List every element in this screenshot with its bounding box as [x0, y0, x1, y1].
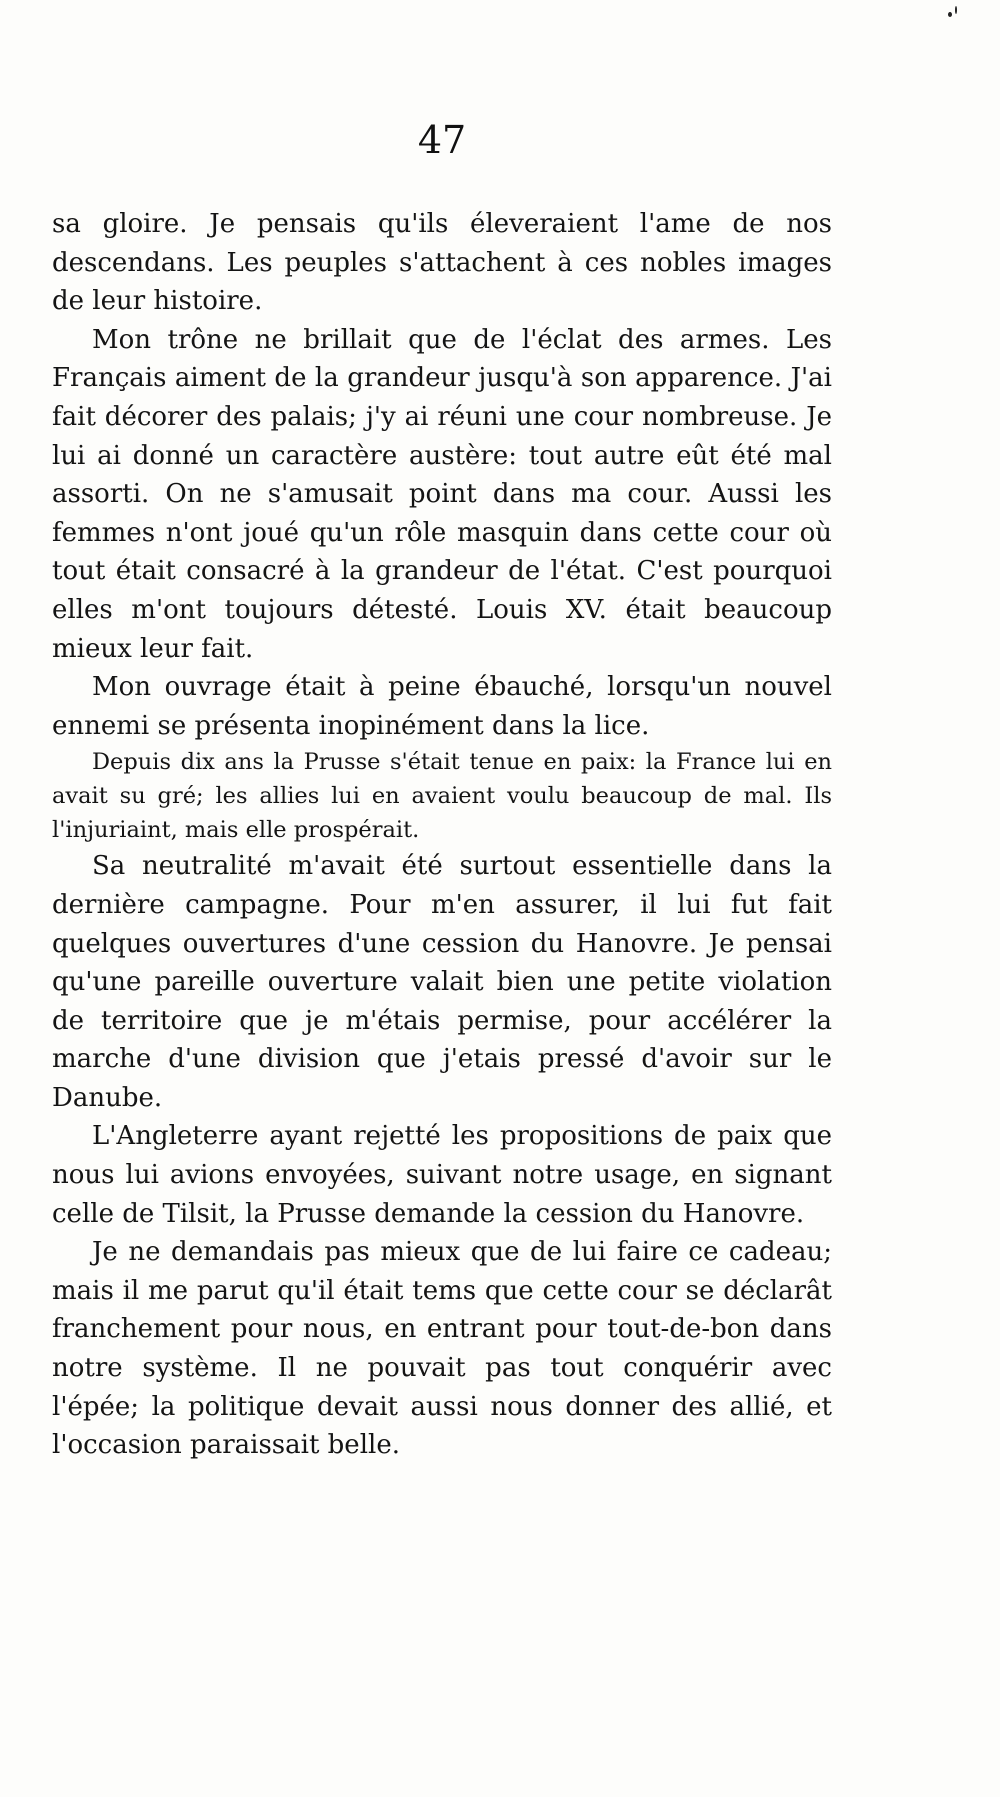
paragraph: Mon trône ne brillait que de l'éclat des armes. Les Français aiment de la grandeur jusqu'à son apparence. J'ai fait décorer des palais; j'y ai réuni une cour nombreuse. Je lui ai donné un caractère austère: tout autre eût été mal assorti. On ne s'amusait point dans ma cour. Aussi les femmes n'ont joué qu'un rôle masquin dans cette cour où tout était consacré à la grandeur de l'état. C'est pourquoi elles m'ont toujours détesté. Louis XV. était beaucoup mieux leur fait.	[52, 324, 832, 664]
body-text	[52, 205, 832, 1465]
paragraph: L'Angleterre ayant rejetté les propositions de paix que nous lui avions envoyées, suivant notre usage, en signant celle de Tilsit, la Prusse demande la cession du Hanovre.	[52, 1121, 832, 1229]
paragraph: Depuis dix ans la Prusse s'était tenue en paix: la France lui en avait su gré; les allies lui en avaient voulu beaucoup de mal. Ils l'injuriaint, mais elle prospérait.	[52, 749, 832, 844]
page-number: 47	[417, 118, 467, 162]
paragraph: Mon ouvrage était à peine ébauché, lorsqu'un nouvel ennemi se présenta inopinément dans la lice.	[52, 672, 832, 741]
paragraph: Je ne demandais pas mieux que de lui faire ce cadeau; mais il me parut qu'il était tems que cette cour se déclarât franchement pour nous, en entrant pour tout-de-bon dans notre système. Il ne pouvait pas tout conquérir avec l'épée; la politique devait aussi nous donner des allié, et l'occasion paraissait belle.	[52, 1237, 832, 1461]
paragraph: Sa neutralité m'avait été surtout essentielle dans la dernière campagne. Pour m'en assurer, il lui fut fait quelques ouvertures d'une cession du Hanovre. Je pensai qu'une pareille ouverture valait bien une petite violation de territoire que je m'étais permise, pour accélérer la marche d'une division que j'etais pressé d'avoir sur le Danube.	[52, 851, 832, 1113]
ink-speck	[948, 12, 952, 17]
paragraph: sa gloire. Je pensais qu'ils éleveraient l'ame de nos descendans. Les peuples s'attachent à ces nobles images de leur histoire.	[52, 209, 832, 317]
ink-speck	[955, 6, 957, 14]
